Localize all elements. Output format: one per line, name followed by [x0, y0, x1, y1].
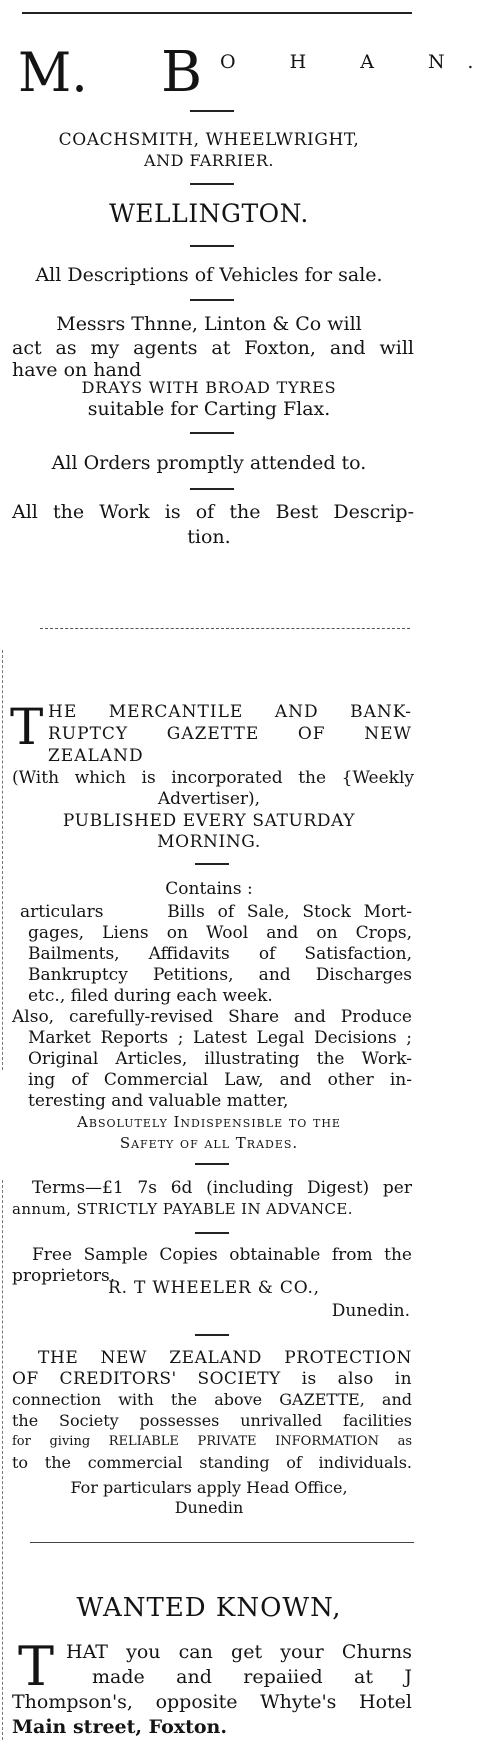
- orders-line: All Orders promptly attended to.: [51, 452, 367, 474]
- drays-line-2: suitable for Carting Flax.: [87, 398, 331, 420]
- ornament-rule: [190, 432, 234, 434]
- society-line: OF CREDITORS' SOCIETY is also in: [12, 1369, 412, 1389]
- body-line: Bankruptcy Petitions, and Discharges: [28, 965, 412, 985]
- ornament-rule: [195, 863, 229, 865]
- wanted-line-1: HAT you can get your Churns: [66, 1641, 412, 1663]
- ornament-rule: [190, 299, 234, 301]
- body-line: Market Reports ; Latest Legal Decisions ;: [28, 1028, 412, 1048]
- wanted-line-4: Main street, Foxton.: [12, 1716, 227, 1738]
- advertiser-name: [18, 40, 497, 110]
- drop-cap-initial: T: [18, 1635, 55, 1698]
- work-line-2: tion.: [187, 526, 231, 548]
- terms-line-1: Terms—£1 7s 6d (including Digest) per: [32, 1178, 412, 1198]
- title-line-2: RUPTCY GAZETTE OF NEW: [48, 724, 412, 744]
- ornament-rule: [190, 245, 234, 247]
- ornament-rule: [190, 183, 234, 185]
- body-line: gages, Liens on Wool and on Crops,: [28, 923, 412, 943]
- free-copies-line-2: proprietors,: [12, 1266, 116, 1286]
- incorporated-line-2: Advertiser),: [157, 789, 261, 809]
- incorporated-line-1: (With which is incorporated the {Weekly: [12, 768, 414, 788]
- ornament-rule: [195, 1334, 229, 1336]
- wanted-heading: WANTED KNOWN,: [76, 1593, 342, 1623]
- name-rest: O H A N.: [220, 51, 497, 73]
- society-line: THE NEW ZEALAND PROTECTION: [38, 1348, 412, 1368]
- free-copies-line-1: Free Sample Copies obtainable from the: [32, 1245, 412, 1265]
- name-initial: M.: [18, 41, 88, 105]
- ornament-rule: [190, 110, 234, 112]
- body-line: Also, carefully-revised Share and Produce: [12, 1007, 412, 1027]
- company-town: Dunedin.: [331, 1301, 410, 1321]
- society-line: for giving RELIABLE PRIVATE INFORMATION as: [12, 1434, 412, 1449]
- section-divider: [30, 1542, 414, 1543]
- published-line-1: PUBLISHED EVERY SATURDAY: [62, 811, 356, 831]
- vehicles-line: All Descriptions of Vehicles for sale.: [35, 264, 383, 286]
- body-line: ing of Commercial Law, and other in-: [28, 1070, 412, 1090]
- contains-label: Contains :: [165, 879, 253, 899]
- ornament-rule: [195, 1163, 229, 1165]
- top-rule: [22, 12, 412, 14]
- published-line-2: MORNING.: [157, 832, 261, 852]
- title-initial: T: [10, 698, 44, 756]
- ornament-rule: [190, 488, 234, 490]
- company-name: R. T WHEELER & CO.,: [108, 1278, 320, 1298]
- work-line-1: All the Work is of the Best Descrip-: [12, 501, 414, 523]
- body-line: teresting and valuable matter,: [28, 1091, 289, 1111]
- drays-line-1: DRAYS WITH BROAD TYRES: [81, 378, 337, 397]
- trades-line-1: COACHSMITH, WHEELWRIGHT,: [58, 130, 360, 150]
- contents-paragraph: [0, 902, 418, 1112]
- town-heading: WELLINGTON.: [109, 199, 309, 228]
- indispensable-line-1: Absolutely Indispensible to the: [77, 1113, 341, 1131]
- name-b: B: [161, 40, 203, 105]
- agents-line: Messrs Thnne, Linton & Co will: [56, 313, 362, 335]
- agents-line: have on hand: [12, 359, 142, 381]
- section-divider: [40, 628, 410, 629]
- indispensable-line-2: Safety of all Trades.: [119, 1134, 299, 1152]
- body-line: Original Articles, illustrating the Work-: [28, 1049, 412, 1069]
- ornament-rule: [195, 1232, 229, 1234]
- society-line: the Society possesses unrivalled facilities: [12, 1411, 412, 1430]
- society-line: to the commercial standing of individuals.: [12, 1453, 412, 1472]
- wanted-line-2: made and repaiied at J: [92, 1666, 412, 1688]
- body-line: etc., filed during each week.: [28, 986, 273, 1006]
- body-line: articulars Bills of Sale, Stock Mort-: [20, 902, 412, 922]
- wanted-line-3: Thompson's, opposite Whyte's Hotel: [12, 1691, 412, 1713]
- head-office-town: Dunedin: [174, 1498, 244, 1517]
- society-line: connection with the above GAZETTE, and: [12, 1390, 412, 1409]
- terms-line-2: annum, STRICTLY PAYABLE IN ADVANCE.: [12, 1200, 353, 1218]
- society-paragraph: [0, 1348, 418, 1478]
- title-line-3: ZEALAND: [48, 746, 144, 766]
- title-line-1: HE MERCANTILE AND BANK-: [48, 702, 412, 722]
- column-edge: [2, 1180, 3, 1740]
- trades-line-2: AND FARRIER.: [144, 151, 274, 170]
- particulars-line: For particulars apply Head Office,: [70, 1478, 348, 1497]
- agents-line: act as my agents at Foxton, and will: [12, 337, 414, 359]
- body-line: Bailments, Affidavits of Satisfaction,: [28, 944, 412, 964]
